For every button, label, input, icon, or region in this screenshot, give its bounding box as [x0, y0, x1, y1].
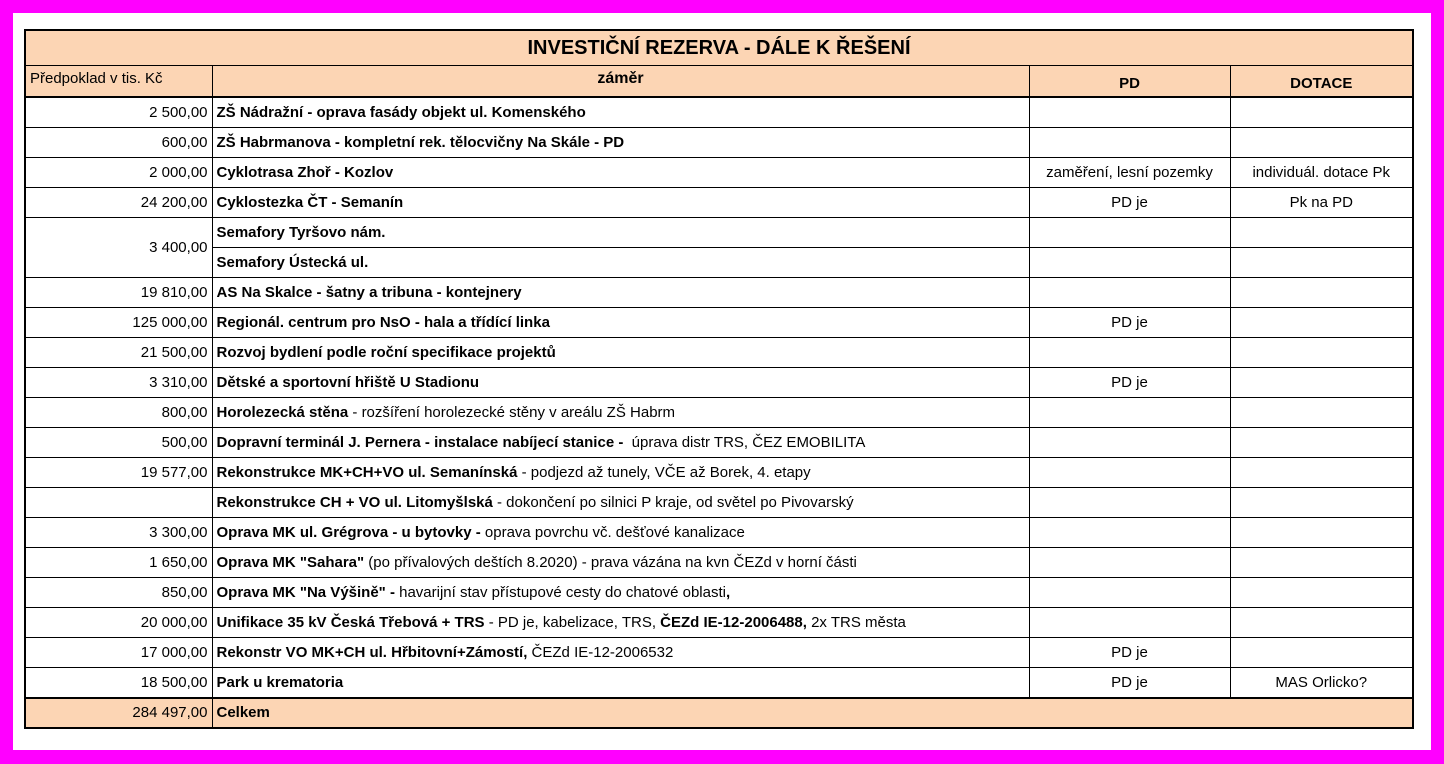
table-row	[25, 638, 1413, 668]
intent-detail-text: 2x TRS města	[806, 614, 906, 631]
cell-grant	[1230, 218, 1413, 248]
cell-intent	[212, 578, 1029, 608]
cell-intent	[212, 278, 1029, 308]
cell-amount: 19 577,00	[25, 458, 212, 488]
intent-bold-text: Dětské a sportovní hřiště U Stadionu	[216, 374, 480, 391]
cell-pd	[1029, 338, 1230, 368]
cell-amount: 19 810,00	[25, 278, 212, 308]
cell-pd	[1029, 278, 1230, 308]
cell-grant	[1230, 458, 1413, 488]
table-row	[25, 518, 1413, 548]
table-row	[25, 158, 1413, 188]
cell-pd	[1029, 218, 1230, 248]
cell-grant	[1230, 578, 1413, 608]
total-row	[25, 698, 1413, 728]
intent-bold-text: Dopravní terminál J. Pernera - instalace nabíjecí stanice -	[216, 434, 628, 451]
cell-amount: 2 000,00	[25, 158, 212, 188]
cell-intent	[212, 188, 1029, 218]
intent-bold-text: ,	[725, 584, 731, 601]
intent-bold-text: ZŠ Habrmanova - kompletní rek. tělocvičny Na Skále - PD	[216, 134, 625, 151]
cell-pd: PD je	[1029, 368, 1230, 398]
cell-intent	[212, 128, 1029, 158]
cell-grant: MAS Orlicko?	[1230, 668, 1413, 699]
cell-intent	[212, 518, 1029, 548]
total-label: Celkem	[212, 698, 1413, 728]
intent-bold-text: AS Na Skalce - šatny a tribuna - kontejnery	[216, 284, 522, 301]
table-row	[25, 338, 1413, 368]
cell-pd	[1029, 608, 1230, 638]
intent-bold-text: Cyklostezka ČT - Semanín	[216, 194, 404, 211]
cell-pd	[1029, 518, 1230, 548]
cell-intent	[212, 248, 1029, 278]
cell-grant	[1230, 368, 1413, 398]
table-row	[25, 97, 1413, 128]
cell-amount: 850,00	[25, 578, 212, 608]
cell-pd	[1029, 398, 1230, 428]
intent-detail-text: ČEZd IE-12-2006532	[527, 644, 674, 661]
table-row	[25, 308, 1413, 338]
header-pd: PD	[1029, 66, 1230, 98]
cell-amount: 20 000,00	[25, 608, 212, 638]
table-row	[25, 248, 1413, 278]
cell-amount: 17 000,00	[25, 638, 212, 668]
table-row	[25, 218, 1413, 248]
cell-pd	[1029, 428, 1230, 458]
intent-detail-text: oprava povrchu vč. dešťové kanalizace	[480, 524, 745, 541]
cell-intent	[212, 368, 1029, 398]
cell-intent	[212, 428, 1029, 458]
intent-detail-text: - dokončení po silnici P kraje, od světel po Pivovarský	[492, 494, 854, 511]
intent-bold-text: Regionál. centrum pro NsO - hala a třídící linka	[216, 314, 550, 331]
table-row	[25, 578, 1413, 608]
cell-grant	[1230, 398, 1413, 428]
table-row	[25, 608, 1413, 638]
cell-amount: 500,00	[25, 428, 212, 458]
intent-bold-text: ZŠ Nádražní - oprava fasády objekt ul. Komenského	[216, 104, 586, 121]
intent-detail-text: (po přívalových deštích 8.2020) - prava vázána na kvn ČEZd v horní části	[364, 554, 857, 571]
cell-pd: PD je	[1029, 308, 1230, 338]
table-row	[25, 128, 1413, 158]
cell-grant	[1230, 428, 1413, 458]
cell-grant: individuál. dotace Pk	[1230, 158, 1413, 188]
cell-grant	[1230, 338, 1413, 368]
table-title: INVESTIČNÍ REZERVA - DÁLE K ŘEŠENÍ	[25, 30, 1413, 66]
cell-intent	[212, 638, 1029, 668]
table-row	[25, 428, 1413, 458]
table-row	[25, 488, 1413, 518]
table-row	[25, 398, 1413, 428]
header-grant: DOTACE	[1230, 66, 1413, 98]
intent-bold-text: Semafory Ústecká ul.	[216, 254, 369, 271]
intent-detail-text: - podjezd až tunely, VČE až Borek, 4. etapy	[517, 464, 811, 481]
intent-bold-text: Unifikace 35 kV Česká Třebová + TRS	[216, 614, 485, 631]
intent-detail-text: - PD je, kabelizace, TRS,	[484, 614, 661, 631]
cell-amount: 2 500,00	[25, 97, 212, 128]
table-row	[25, 668, 1413, 699]
cell-grant	[1230, 488, 1413, 518]
cell-intent	[212, 548, 1029, 578]
cell-pd	[1029, 248, 1230, 278]
cell-grant	[1230, 128, 1413, 158]
intent-bold-text: Rozvoj bydlení podle roční specifikace projektů	[216, 344, 556, 361]
intent-bold-text: ČEZd IE-12-2006488,	[660, 614, 807, 631]
cell-pd	[1029, 578, 1230, 608]
intent-detail-text: - rozšíření horolezecké stěny v areálu ZŠ Habrm	[348, 404, 676, 421]
intent-detail-text: havarijní stav přístupové cesty do chatové oblasti	[394, 584, 726, 601]
header-row	[25, 66, 1413, 98]
title-row	[25, 30, 1413, 66]
cell-grant	[1230, 97, 1413, 128]
cell-amount: 800,00	[25, 398, 212, 428]
cell-intent	[212, 308, 1029, 338]
cell-grant	[1230, 638, 1413, 668]
cell-grant: Pk na PD	[1230, 188, 1413, 218]
cell-amount: 125 000,00	[25, 308, 212, 338]
intent-bold-text: Oprava MK "Na Výšině" -	[216, 584, 395, 601]
table-row	[25, 188, 1413, 218]
intent-bold-text: Semafory Tyršovo nám.	[216, 224, 386, 241]
cell-amount: 21 500,00	[25, 338, 212, 368]
table-row	[25, 458, 1413, 488]
cell-pd	[1029, 548, 1230, 578]
spreadsheet-sheet	[13, 13, 1431, 750]
cell-intent	[212, 458, 1029, 488]
cell-pd	[1029, 97, 1230, 128]
cell-pd	[1029, 458, 1230, 488]
cell-intent	[212, 608, 1029, 638]
cell-amount: 1 650,00	[25, 548, 212, 578]
cell-amount: 24 200,00	[25, 188, 212, 218]
total-amount: 284 497,00	[25, 698, 212, 728]
intent-bold-text: Rekonstrukce MK+CH+VO ul. Semanínská	[216, 464, 518, 481]
cell-intent	[212, 668, 1029, 699]
cell-amount: 600,00	[25, 128, 212, 158]
cell-intent	[212, 218, 1029, 248]
cell-amount	[25, 488, 212, 518]
cell-grant	[1230, 278, 1413, 308]
cell-grant	[1230, 608, 1413, 638]
cell-amount: 18 500,00	[25, 668, 212, 699]
cell-grant	[1230, 248, 1413, 278]
cell-intent	[212, 338, 1029, 368]
investment-reserve-table	[24, 29, 1414, 729]
cell-pd: PD je	[1029, 668, 1230, 699]
cell-amount: 3 400,00	[25, 218, 212, 278]
intent-bold-text: Rekonstr VO MK+CH ul. Hřbitovní+Zámostí,	[216, 644, 528, 661]
cell-pd: PD je	[1029, 188, 1230, 218]
table-row	[25, 278, 1413, 308]
cell-pd	[1029, 128, 1230, 158]
header-intent: záměr	[212, 66, 1029, 98]
intent-detail-text: úprava distr TRS, ČEZ EMOBILITA	[627, 434, 866, 451]
intent-bold-text: Oprava MK "Sahara"	[216, 554, 365, 571]
header-amount: Předpoklad v tis. Kč	[25, 66, 212, 98]
table-row	[25, 368, 1413, 398]
intent-bold-text: Park u krematoria	[216, 674, 344, 691]
cell-amount: 3 300,00	[25, 518, 212, 548]
intent-bold-text: Oprava MK ul. Grégrova - u bytovky -	[216, 524, 481, 541]
cell-amount: 3 310,00	[25, 368, 212, 398]
cell-intent	[212, 398, 1029, 428]
cell-pd: PD je	[1029, 638, 1230, 668]
cell-grant	[1230, 548, 1413, 578]
cell-intent	[212, 488, 1029, 518]
cell-intent	[212, 97, 1029, 128]
intent-bold-text: Horolezecká stěna	[216, 404, 349, 421]
intent-bold-text: Rekonstrukce CH + VO ul. Litomyšlská	[216, 494, 493, 511]
intent-bold-text: Cyklotrasa Zhoř - Kozlov	[216, 164, 394, 181]
cell-grant	[1230, 308, 1413, 338]
cell-grant	[1230, 518, 1413, 548]
cell-pd: zaměření, lesní pozemky	[1029, 158, 1230, 188]
table-row	[25, 548, 1413, 578]
cell-intent	[212, 158, 1029, 188]
cell-pd	[1029, 488, 1230, 518]
